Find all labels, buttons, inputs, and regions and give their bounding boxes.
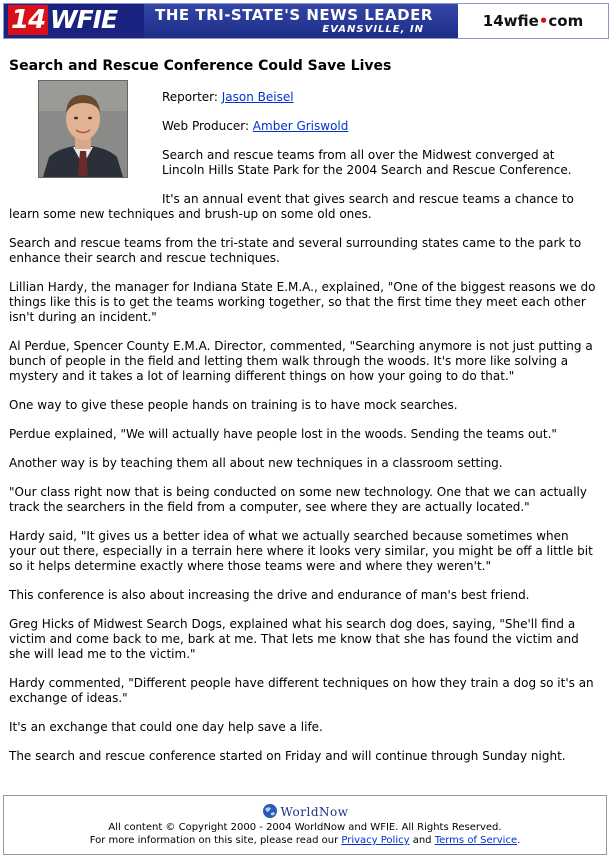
paragraph: Perdue explained, "We will actually have people lost in the woods. Sending the teams out." [9, 427, 557, 441]
logo-number: 14 [8, 5, 48, 35]
article-headline: Search and Rescue Conference Could Save Lives [9, 58, 392, 74]
paragraph: The search and rescue conference started on Friday and will continue through Sunday night. [9, 749, 566, 763]
info-and: and [409, 835, 435, 846]
worldnow-logo[interactable] [4, 803, 606, 821]
site-suffix: com [548, 12, 584, 30]
header-banner[interactable] [3, 3, 609, 39]
info-prefix: For more information on this site, please read our [89, 835, 342, 846]
site-prefix: 14wfie [482, 12, 539, 30]
logo-call-letters: WFIE [50, 5, 118, 34]
paragraph: Hardy said, "It gives us a better idea of what we actually searched because sometimes when your out there, especially in a terrain here where it looks very similar, you might be off a little bit so it helps determine exactly where those teams were and where they weren't." [9, 529, 593, 573]
worldnow-brand: WorldNow [280, 805, 349, 819]
footer-info [4, 834, 606, 847]
paragraph: Lillian Hardy, the manager for Indiana State E.M.A., explained, "One of the biggest reasons we do things like this is to get the teams working together, so that the first time they meet each other isn't during an incident." [9, 280, 596, 324]
paragraph: It's an annual event that gives search and rescue teams a chance to learn some new techniques and brush-up on some old ones. [9, 192, 574, 221]
paragraph: Hardy commented, "Different people have different techniques on how they train a dog so it's an exchange of ideas." [9, 676, 594, 705]
paragraph: This conference is also about increasing the drive and endurance of man's best friend. [9, 588, 530, 602]
producer-label: Web Producer: [162, 119, 253, 133]
station-logo[interactable] [4, 4, 144, 38]
paragraph: "Our class right now that is being conducted on some new technology. One that we can actually track the searchers in the field from a computer, see where they are actually located." [9, 485, 587, 514]
paragraph: Al Perdue, Spencer County E.M.A. Director, commented, "Searching anymore is not just putting a bunch of people in the field and letting them walk through the woods. It's more like solving a mystery and it takes a lot of learning different things on how your going to do that." [9, 339, 593, 383]
paragraph: Search and rescue teams from all over the Midwest converged at Lincoln Hills State Park for the 2004 Search and Rescue Conference. [162, 148, 572, 177]
page-footer [3, 795, 607, 855]
paragraph: Search and rescue teams from the tri-state and several surrounding states came to the park to enhance their search and rescue techniques. [9, 236, 582, 265]
tagline: THE TRI-STATE'S NEWS LEADER [155, 6, 433, 24]
city-label: EVANSVILLE, IN [322, 24, 424, 35]
paragraph: Greg Hicks of Midwest Search Dogs, explained what his search dog does, saying, "She'll find a victim and come back to me, bark at me. That lets me know that she has found the victim and she will lead me to the victim." [9, 617, 579, 661]
paragraph: One way to give these people hands on training is to have mock searches. [9, 398, 458, 412]
info-suffix: . [517, 835, 521, 846]
reporter-label: Reporter: [162, 90, 222, 104]
paragraph: It's an exchange that could one day help save a life. [9, 720, 323, 734]
producer-line [162, 119, 597, 134]
site-logo[interactable] [458, 4, 608, 38]
reporter-line [162, 90, 597, 105]
producer-link[interactable]: Amber Griswold [252, 119, 349, 133]
terms-of-service-link[interactable]: Terms of Service [434, 835, 518, 846]
copyright-text: All content © Copyright 2000 - 2004 WorldNow and WFIE. All Rights Reserved. [108, 822, 502, 833]
site-dot: • [538, 12, 549, 30]
paragraph: Another way is by teaching them all about new techniques in a classroom setting. [9, 456, 503, 470]
reporter-link[interactable]: Jason Beisel [221, 90, 294, 104]
privacy-policy-link[interactable]: Privacy Policy [341, 835, 410, 846]
globe-icon [262, 803, 278, 822]
article-body [9, 90, 597, 778]
